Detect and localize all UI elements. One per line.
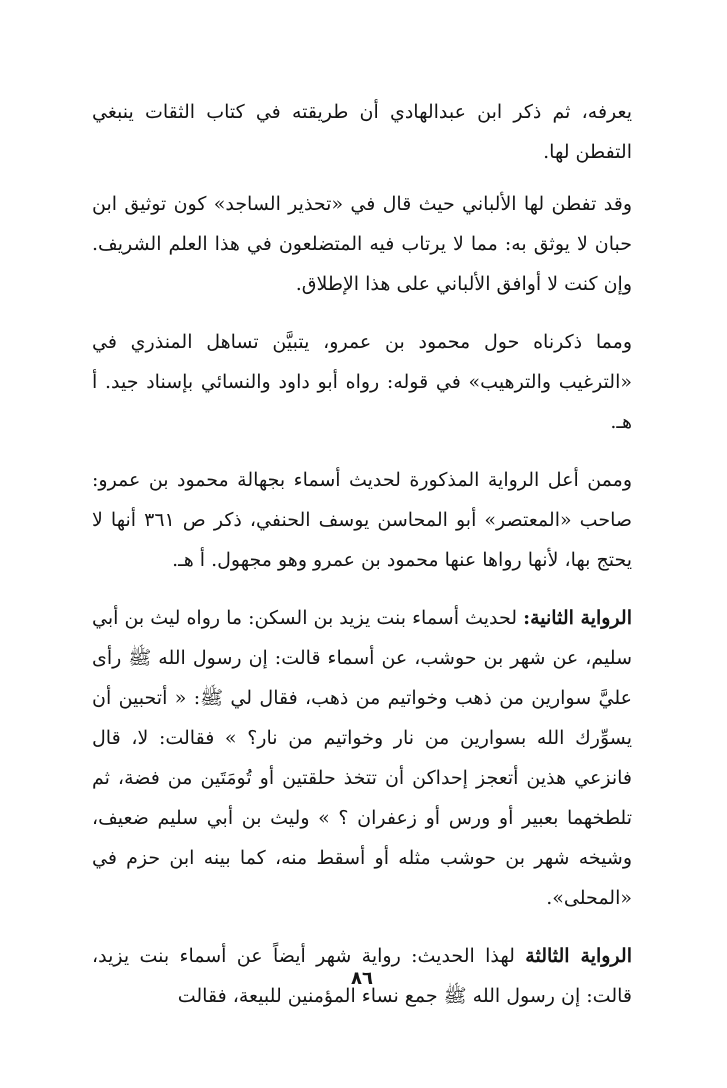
- paragraph-5: [92, 598, 632, 918]
- paragraph-6-text: لهذا الحديث: رواية شهر أيضاً عن أسماء بنت يزيد، قالت: إن رسول الله ﷺ جمع نساء المؤمنين للبيعة، فقالت: [92, 945, 632, 1007]
- paragraph-5-text: لحديث أسماء بنت يزيد بن السكن: ما رواه ليث بن أبي سليم، عن شهر بن حوشب، عن أسماء قالت: إن رسول الله ﷺ رأى عليَّ سوارين من ذهب وخواتيم من ذهب، فقال لي ﷺ: « أتحبين أن يسوِّرك الله بسوارين من نار وخواتيم من نار؟ » فقالت: لا، قال فانزعي هذين أتعجز إحداكن أن تتخذ حلقتين أو تُومَتَين من فضة، ثم تلطخهما بعبير أو ورس أو زعفران ؟ » وليث بن أبي سليم ضعيف، وشيخه شهر بن حوشب مثله أو أسقط منه، كما بينه ابن حزم في «المحلى».: [92, 607, 632, 909]
- paragraph-2-text: وقد تفطن لها الألباني حيث قال في «تحذير الساجد» كون توثيق ابن حبان لا يوثق به: مما لا يرتاب فيه المتضلعون في هذا العلم الشريف. وإن كنت لا أوافق الألباني على هذا الإطلاق.: [92, 193, 632, 295]
- paragraph-3: [92, 322, 632, 442]
- paragraph-2: [92, 184, 632, 304]
- paragraph-4: [92, 460, 632, 580]
- paragraph-3-text: ومما ذكرناه حول محمود بن عمرو، يتبيَّن تساهل المنذري في «الترغيب والترهيب» في قوله: رواه أبو داود والنسائي بإسناد جيد. أ هـ.: [92, 331, 632, 433]
- paragraph-1-text: يعرفه، ثم ذكر ابن عبدالهادي أن طريقته في كتاب الثقات ينبغي التفطن لها.: [92, 101, 632, 163]
- page-body: [92, 92, 632, 1034]
- paragraph-5-lead: الرواية الثانية:: [523, 607, 632, 629]
- page-number: ٨٦: [351, 968, 373, 989]
- paragraph-4-text: وممن أعل الرواية المذكورة لحديث أسماء بجهالة محمود بن عمرو: صاحب «المعتصر» أبو المحاسن يوسف الحنفي، ذكر ص ٣٦١ أنها لا يحتج بها، لأنها رواها عنها محمود بن عمرو وهو مجهول. أ هـ.: [92, 469, 632, 571]
- paragraph-1: [92, 92, 632, 172]
- paragraph-6-lead: الرواية الثالثة: [525, 945, 632, 967]
